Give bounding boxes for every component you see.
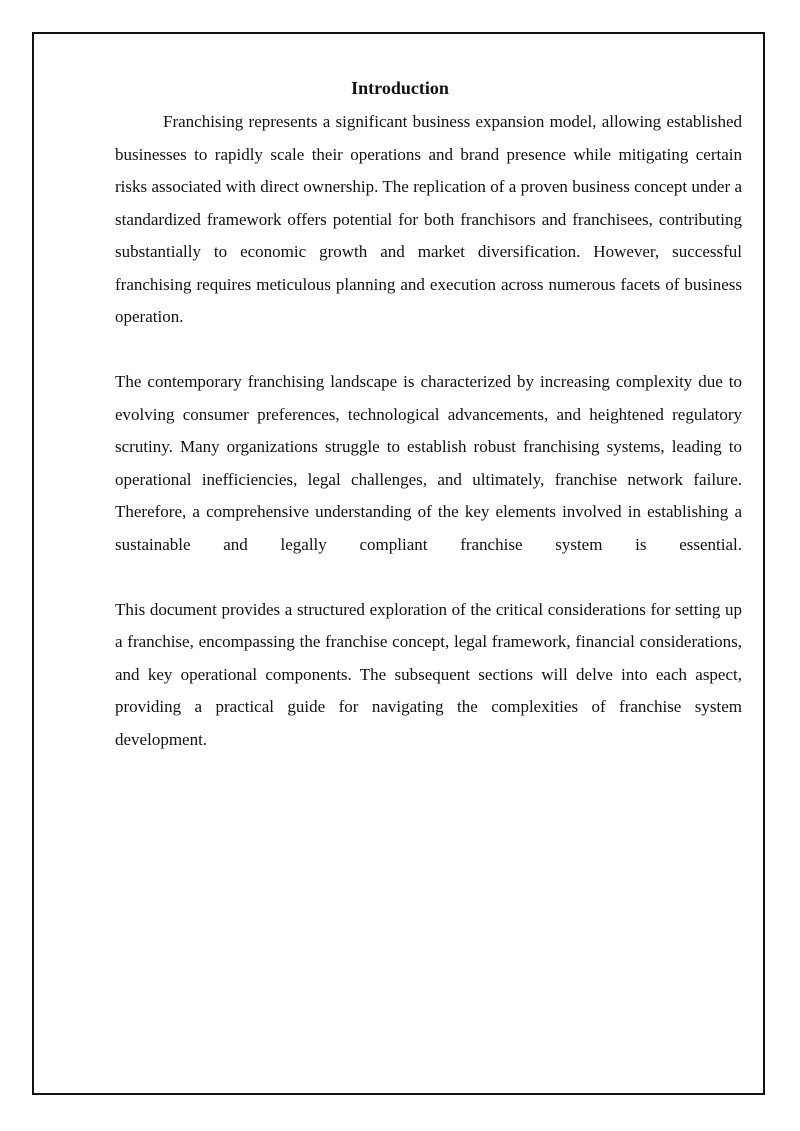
paragraph-1: Franchising represents a significant business expansion model, allowing established businesses to rapidly scale their operations and brand presence while mitigating certain risks associated with direct ownership. The replication of a proven business concept under a standardized framework offers potential for both franchisors and franchisees, contributing substantially to economic growth and market diversification. However, successful franchising requires meticulous planning and execution across numerous facets of business operation. [115, 112, 742, 326]
document-body [115, 106, 742, 756]
paragraph-spacer [115, 334, 742, 367]
paragraph-2: The contemporary franchising landscape is characterized by increasing complexity due to evolving consumer preferences, technological advancements, and heightened regulatory scrutiny. Many organizations struggle to establish robust franchising systems, leading to operational inefficiencies, legal challenges, and ultimately, franchise network failure. Therefore, a comprehensive understanding of the key elements involved in establishing a sustainable and legally compliant franchise system is essential. [115, 372, 742, 554]
paragraph-3: This document provides a structured exploration of the critical considerations for setting up a franchise, encompassing the franchise concept, legal framework, financial considerations, and key operational components. The subsequent sections will delve into each aspect, providing a practical guide for navigating the complexities of franchise system development. [115, 599, 742, 749]
paragraph-spacer [115, 561, 742, 594]
section-heading: Introduction [351, 78, 449, 98]
